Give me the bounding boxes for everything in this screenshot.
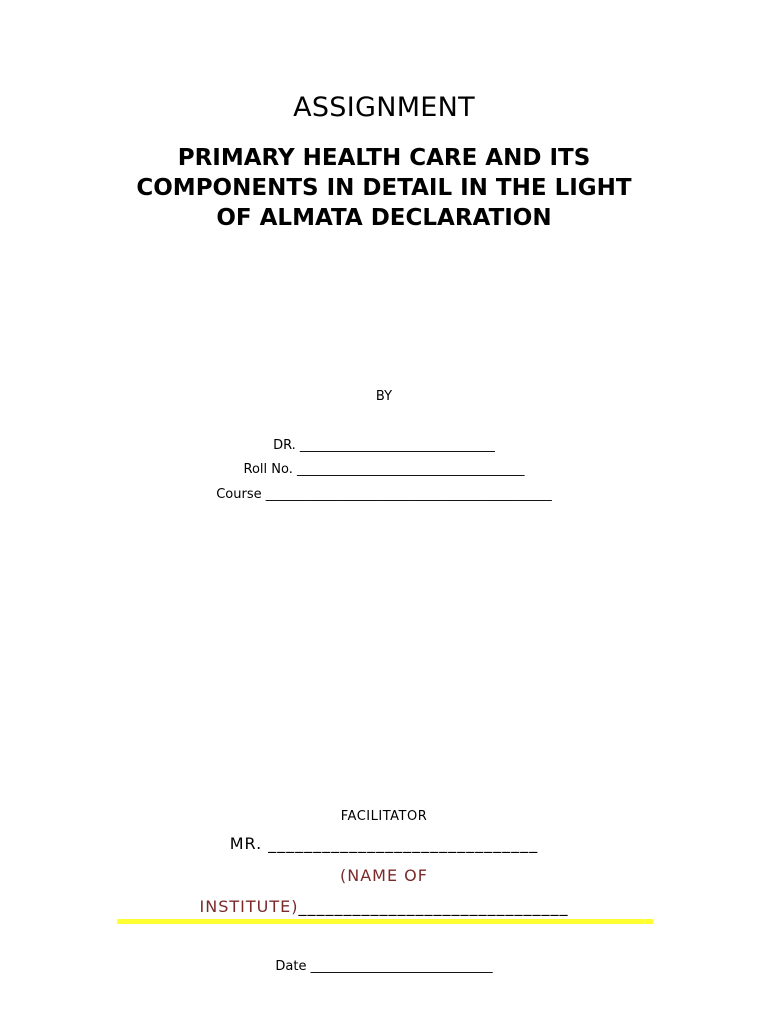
institute-label-line-2: INSTITUTE) (199, 897, 299, 916)
assignment-title: ASSIGNMENT (293, 92, 475, 123)
institute-field (0, 897, 768, 916)
roll-number-field: Roll No. ___________________________________ (243, 462, 525, 477)
facilitator-label: FACILITATOR (340, 809, 428, 824)
dr-name-field: DR. ______________________________ (273, 438, 495, 453)
institute-label-line-1: (NAME OF (340, 866, 428, 885)
highlight-bar (117, 919, 653, 924)
facilitator-name-field: MR. ______________________________ (229, 834, 539, 853)
topic-line-2: COMPONENTS IN DETAIL IN THE LIGHT (136, 175, 632, 201)
topic-line-3: OF ALMATA DECLARATION (216, 205, 552, 231)
institute-underline: ______________________________ (298, 897, 569, 916)
date-field: Date ____________________________ (275, 959, 493, 974)
topic-line-1: PRIMARY HEALTH CARE AND ITS (177, 145, 591, 171)
by-label: BY (375, 389, 393, 404)
course-field: Course ____________________________________________ (216, 487, 552, 502)
